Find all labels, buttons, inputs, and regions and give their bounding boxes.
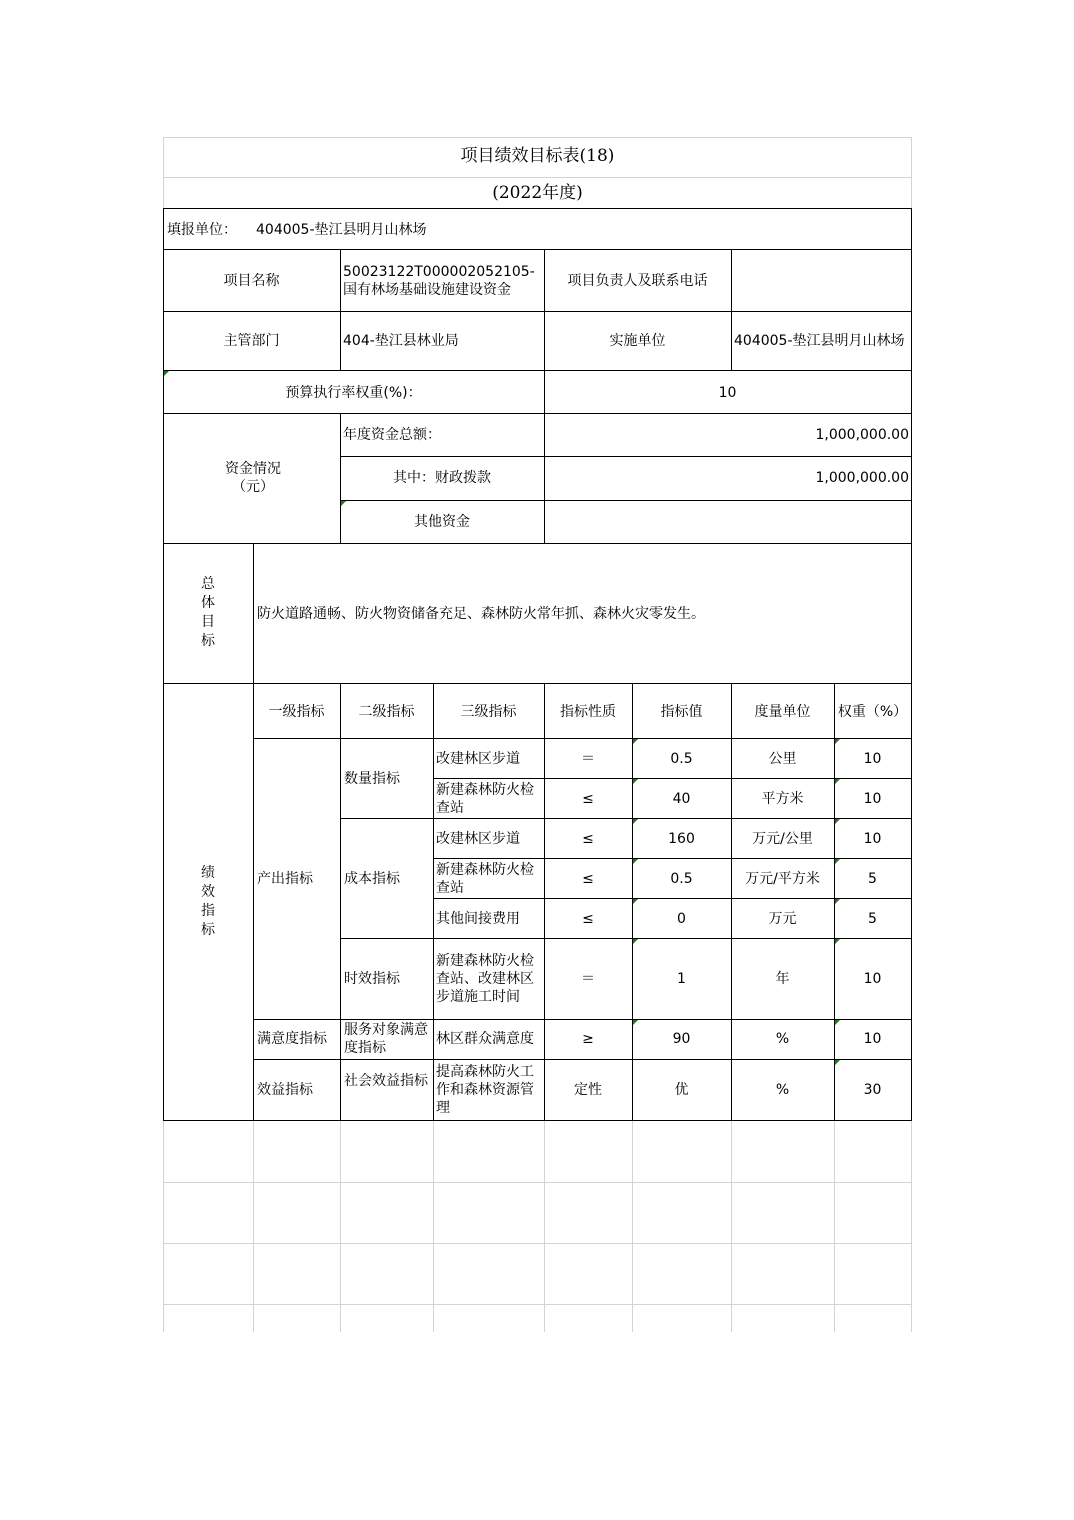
table-row-unit: 公里 [768,751,797,767]
level2-cost: 成本指标 [344,871,400,887]
funds-fiscal-value: 1,000,000.00 [815,470,909,486]
project-name-value: 50023122T000002052105-国有林场基础设施建设资金 [343,264,535,298]
table-row-value: 0.5 [670,871,693,887]
header-value: 指标值 [660,704,703,720]
cell-marker [633,1020,638,1025]
budget-rate-label: 预算执行率权重(%)： [285,385,422,401]
table-year: (2022年度) [492,183,583,203]
table-row-nature: ≤ [582,791,594,807]
cell-marker [633,859,638,864]
level2-social-benefit: 社会效益指标 [344,1073,428,1089]
cell-marker [633,819,638,824]
impl-value: 404005-垫江县明月山林场 [734,333,905,349]
funds-label: 资金情况（元） [225,461,281,495]
table-row-value: 优 [674,1082,689,1098]
level2-quantity: 数量指标 [344,771,400,787]
table-row-weight: 10 [863,751,882,767]
table-row-unit: 万元/平方米 [745,871,820,887]
cell-marker [633,939,638,944]
table-row-unit: 万元/公里 [752,831,813,847]
table-row-l3: 改建林区步道 [436,751,520,767]
level1-benefit: 效益指标 [257,1082,313,1098]
cell-marker [835,899,840,904]
perf-label: 绩效指标 [201,865,215,938]
table-row-weight: 30 [863,1082,882,1098]
funds-total-label: 年度资金总额： [343,427,441,443]
goal-label: 总体目标 [201,576,215,649]
table-row-unit: 平方米 [761,791,804,807]
table-row-value: 40 [672,791,691,807]
table-row-nature: ＝ [581,971,595,987]
table-row-nature: ＝ [581,751,595,767]
table-row-unit: 年 [775,971,790,987]
cell-marker [835,739,840,744]
table-row-value: 1 [677,971,686,987]
cell-marker [633,899,638,904]
table-row-weight: 10 [863,1031,882,1047]
cell-marker [633,779,638,784]
cell-marker [835,859,840,864]
level1-output: 产出指标 [257,871,313,887]
table-row-weight: 10 [863,791,882,807]
table-row-weight: 10 [863,971,882,987]
project-name-label: 项目名称 [223,273,280,289]
funds-other-label: 其他资金 [414,514,470,530]
header-level1: 一级指标 [268,704,325,720]
manager-label: 项目负责人及联系电话 [567,273,708,289]
table-row-unit: % [775,1031,790,1047]
cell-marker [341,501,346,506]
reporter-value: 404005-垫江县明月山林场 [256,222,427,238]
header-unit: 度量单位 [754,704,811,720]
header-level2: 二级指标 [358,704,415,720]
table-title: 项目绩效目标表(18) [460,146,615,166]
table-row-l3: 新建森林防火检查站 [436,782,534,816]
cell-marker [835,1020,840,1025]
cell-marker [835,819,840,824]
table-row-nature: ≤ [582,831,594,847]
table-row-unit: % [775,1082,790,1098]
table-row-value: 160 [668,831,695,847]
dept-label: 主管部门 [223,333,280,349]
table-row-l3: 提高森林防火工作和森林资源管理 [436,1064,534,1116]
table-row-l3: 其他间接费用 [436,911,520,927]
level1-satisfaction: 满意度指标 [257,1031,327,1047]
table-row-value: 0 [677,911,686,927]
table-row-value: 0.5 [670,751,693,767]
table-row-nature: ≥ [582,1031,594,1047]
funds-fiscal-label: 其中：财政拨款 [393,470,491,486]
table-row-nature: 定性 [574,1082,602,1098]
budget-rate-value: 10 [718,385,737,401]
cell-marker [633,739,638,744]
table-row-l3: 新建森林防火检查站 [436,862,534,896]
table-row-unit: 万元 [768,911,797,927]
header-level3: 三级指标 [460,704,517,720]
header-weight: 权重（%） [837,704,908,720]
header-nature: 指标性质 [560,704,616,720]
table-row-weight: 5 [868,911,877,927]
table-row-nature: ≤ [582,911,594,927]
dept-value: 404-垫江县林业局 [343,333,459,349]
table-row-weight: 5 [868,871,877,887]
impl-label: 实施单位 [609,333,666,349]
table-row-value: 90 [672,1031,691,1047]
funds-total-value: 1,000,000.00 [815,427,909,443]
level2-timeliness: 时效指标 [344,971,400,987]
level2-service-satisfaction: 服务对象满意度指标 [344,1022,428,1056]
table-row-l3: 林区群众满意度 [436,1031,534,1047]
table-row-l3: 新建森林防火检查站、改建林区步道施工时间 [436,953,534,1005]
reporter-label: 填报单位： [167,222,237,238]
table-row-nature: ≤ [582,871,594,887]
cell-marker [835,939,840,944]
table-row-weight: 10 [863,831,882,847]
table-row-l3: 改建林区步道 [436,831,520,847]
cell-marker [835,1060,840,1065]
goal-text: 防火道路通畅、防火物资储备充足、森林防火常年抓、森林火灾零发生。 [257,606,705,622]
cell-marker [835,779,840,784]
cell-marker [164,371,169,376]
